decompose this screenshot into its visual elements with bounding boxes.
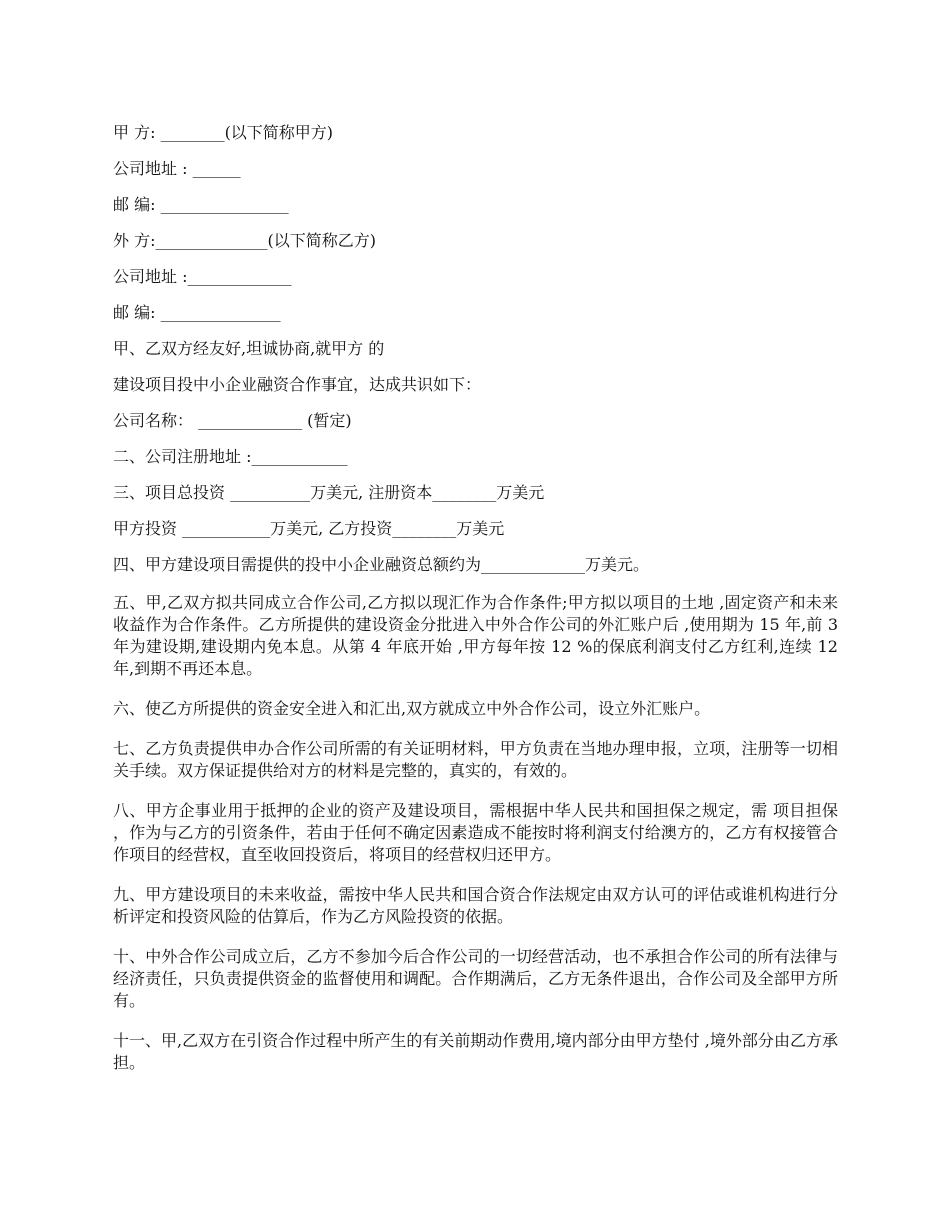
intro-line-1: 甲、乙双方经友好,坦诚协商,就甲方 的 bbox=[113, 339, 385, 358]
clause-4-line: 四、甲方建设项目需提供的投中小企业融资总额约为_____________万美元。 bbox=[113, 555, 650, 574]
party-a-address-line: 公司地址 : ______ bbox=[113, 159, 241, 178]
clause-8: 八、甲方企事业用于抵押的企业的资产及建设项目，需根据中华人民共和国担保之规定，需 项目担保 ，作为与乙方的引资条件，若由于任何不确定因素造成不能按时将利润支付给澳方的，乙方有权接管合作项目的经营权，直至收回投资后，将项目的经营权归还甲方。 bbox=[113, 801, 838, 864]
clause-2-line: 二、公司注册地址 :____________ bbox=[113, 447, 348, 466]
clause-7: 七、乙方负责提供申办合作公司所需的有关证明材料，甲方负责在当地办理申报，立项，注册等一切相关手续。双方保证提供给对方的材料是完整的，真实的，有效的。 bbox=[113, 739, 838, 780]
clause-3-line: 三、项目总投资 __________万美元, 注册资本________万美元 bbox=[113, 483, 545, 502]
clause-5: 五、甲,乙双方拟共同成立合作公司,乙方拟以现汇作为合作条件;甲方拟以项目的土地 ,固定资产和未来收益作为合作条件。乙方所提供的建设资金分批进入中外合作公司的外汇账户后 ,使用期为 15 年,前 3 年为建设期,建设期内免本息。从第 4 年底开始 ,甲方每年按 12 %的保底利润支付乙方红利,连续 12 年,到期不再还本息。 bbox=[113, 593, 838, 678]
party-a-postcode-line: 邮 编: ________________ bbox=[113, 195, 289, 214]
party-a-line: 甲 方: ________(以下简称甲方) bbox=[113, 123, 334, 142]
clause-9: 九、甲方建设项目的未来收益，需按中华人民共和国合资合作法规定由双方认可的评估或谁机构进行分析评定和投资风险的估算后，作为乙方风险投资的依据。 bbox=[113, 885, 838, 926]
clause-10: 十、中外合作公司成立后，乙方不参加今后合作公司的一切经营活动，也不承担合作公司的所有法律与经济责任，只负责提供资金的监督使用和调配。合作期满后，乙方无条件退出，合作公司及全部甲方所有。 bbox=[113, 947, 838, 1010]
clause-11: 十一、甲,乙双方在引资合作过程中所产生的有关前期动作费用,境内部分由甲方垫付 ,境外部分由乙方承担。 bbox=[113, 1031, 838, 1072]
intro-line-2: 建设项目投中小企业融资合作事宜，达成共识如下： bbox=[113, 375, 482, 394]
party-b-line: 外 方:______________(以下简称乙方) bbox=[113, 231, 376, 250]
company-name-line: 公司名称： _____________ (暂定) bbox=[113, 411, 352, 430]
party-b-address-line: 公司地址 :_____________ bbox=[113, 267, 292, 286]
clause-6: 六、使乙方所提供的资金安全进入和汇出,双方就成立中外合作公司，设立外汇账户。 bbox=[113, 699, 711, 718]
investment-split-line: 甲方投资 ___________万美元, 乙方投资________万美元 bbox=[113, 519, 505, 538]
party-b-postcode-line: 邮 编: _______________ bbox=[113, 303, 281, 322]
